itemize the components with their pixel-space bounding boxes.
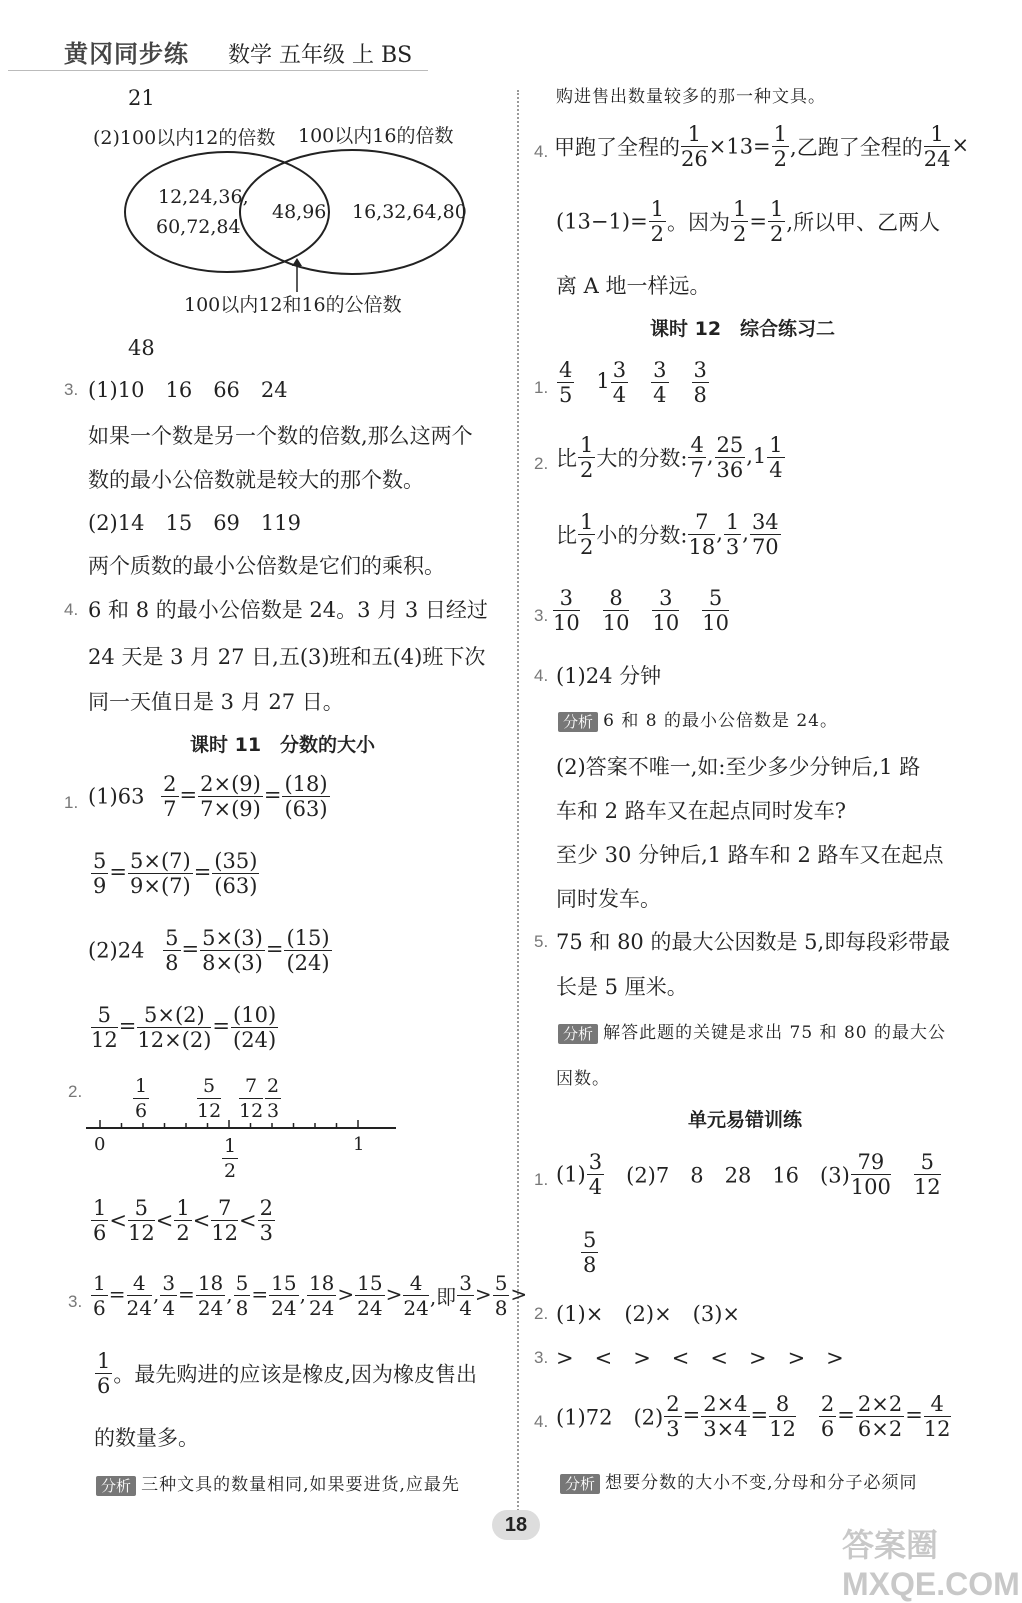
fraction: $\frac{5\times(3)}{8\times(3)}$	[202, 926, 263, 975]
fraction-list: $\frac{4}{5}$ 1 $\frac{3}{4}$ $\frac{3}{4}$ $\frac{3}{8}$	[559, 358, 707, 407]
fraction: $\frac{(15)}{(24)}$	[286, 926, 330, 975]
venn-left-line2: 60,72,84	[156, 216, 241, 238]
text-line: (2)14 15 69 119	[88, 511, 301, 535]
text-line: (1)10 16 66 24	[88, 378, 288, 402]
numberline-label-5-12: $\frac{5}{12}$	[197, 1075, 222, 1122]
lesson-12-title: 课时 12 综合练习二	[650, 318, 836, 340]
question-number: 4.	[534, 1412, 549, 1431]
analysis-note: 分析 6 和 8 的最小公倍数是 24。	[558, 706, 838, 732]
question-number: 2.	[534, 454, 549, 473]
question-number: 4.	[534, 142, 549, 161]
numberline-label-2-3: $\frac{2}{3}$	[267, 1075, 280, 1122]
fraction: $\frac{5\times(7)}{9\times(7)}$	[129, 849, 191, 898]
fraction-text-line: 甲跑了全程的 $\frac{1}{26}$ ×13= $\frac{1}{2}$ ,乙跑了全程的 $\frac{1}{24}$ ×	[554, 122, 970, 171]
text-line: 因数。	[556, 1069, 610, 1089]
fraction-equation: $\frac{5}{12}$ = $\frac{5\times(2)}{12\times(2)}$ = $\frac{(10)}{(24)}$	[91, 1003, 277, 1052]
numberline-label-7-12: $\frac{7}{12}$	[239, 1075, 264, 1122]
text-segment: (1)63	[88, 784, 145, 809]
analysis-note: 分析 三种文具的数量相同,如果要进货,应最先	[96, 1470, 460, 1496]
venn-intersection: 48,96	[272, 201, 327, 223]
venn-right-set: 16,32,64,80	[352, 201, 467, 223]
analysis-tag: 分析	[560, 1474, 600, 1494]
question-number: 3.	[68, 1292, 83, 1311]
fraction-order: $\frac{1}{6}$ < $\frac{5}{12}$ < $\frac{1}{2}$ < $\frac{7}{12}$ < $\frac{2}{3}$	[93, 1196, 274, 1245]
fraction: $\frac{(18)}{(63)}$	[284, 772, 328, 821]
unit-section-title: 单元易错训练	[688, 1109, 803, 1131]
fraction-with-text: $\frac{1}{6}$ 。最先购进的应该是橡皮,因为橡皮售出	[97, 1349, 478, 1398]
text-line: 购进售出数量较多的那一种文具。	[556, 87, 826, 107]
fraction-list: $\frac{3}{10}$ $\frac{8}{10}$ $\frac{3}{10}$ $\frac{5}{10}$	[553, 586, 729, 635]
question-number: 4.	[64, 600, 79, 619]
text-line: 至少 30 分钟后,1 路车和 2 路车又在起点	[556, 843, 944, 867]
text-line: 24 天是 3 月 27 日,五(3)班和五(4)班下次	[88, 645, 486, 669]
text-line: 75 和 80 的最大公因数是 5,即每段彩带最	[556, 930, 951, 954]
fraction: $\frac{5}{9}$	[93, 849, 107, 898]
analysis-note: 分析 解答此题的关键是求出 75 和 80 的最大公	[558, 1018, 946, 1044]
analysis-note: 分析 想要分数的大小不变,分母和分子必须同	[560, 1468, 918, 1494]
numberline-zero: 0	[94, 1134, 106, 1155]
header-subject: 数学 五年级 上 BS	[228, 43, 413, 68]
fraction: $\frac{5}{12}$	[91, 1003, 118, 1052]
analysis-tag: 分析	[558, 712, 598, 732]
fraction: $\frac{2}{7}$	[163, 772, 177, 821]
question-number: 2.	[68, 1082, 83, 1101]
question-number: 3.	[534, 1348, 549, 1367]
fraction: $\frac{5}{8}$	[583, 1228, 597, 1277]
text-line: (1)24 分钟	[556, 664, 662, 688]
fraction-text-line: 比 $\frac{1}{2}$ 大的分数: $\frac{4}{7}$ , $\frac{25}{36}$ ,1 $\frac{1}{4}$	[556, 433, 783, 482]
text-line: 的数量多。	[94, 1426, 199, 1450]
text-line: (2)答案不唯一,如:至少多少分钟后,1 路	[556, 755, 921, 779]
question-number: 1.	[534, 378, 549, 397]
text-line: (1)× (2)× (3)×	[556, 1302, 741, 1326]
question-number: 5.	[534, 932, 549, 951]
text-line: 同一天值日是 3 月 27 日。	[88, 690, 344, 714]
numberline-one: 1	[353, 1134, 365, 1155]
question-number: 2.	[534, 1304, 549, 1323]
fraction-text-line: 比 $\frac{1}{2}$ 小的分数: $\frac{7}{18}$ , $\frac{1}{3}$ , $\frac{34}{70}$	[556, 510, 779, 559]
text-line: 两个质数的最小公倍数是它们的乘积。	[88, 554, 445, 578]
watermark: 答案圈 MXQE.COM	[842, 1527, 1020, 1602]
text-line: 数的最小公倍数就是较大的那个数。	[88, 468, 424, 492]
fraction-text-line: (13−1)= $\frac{1}{2}$ 。因为 $\frac{1}{2}$ = $\frac{1}{2}$ ,所以甲、乙两人	[556, 197, 941, 246]
lesson-11-title: 课时 11 分数的大小	[190, 734, 376, 756]
header-underline	[8, 70, 428, 71]
fraction-equation: (2)24 $\frac{5}{8}$ = $\frac{5\times(3)}{8\times(3)}$ = $\frac{(15)}{(24)}$	[88, 926, 330, 975]
header-brand: 黄冈同步练	[64, 40, 189, 68]
text-line: 长是 5 厘米。	[556, 975, 688, 999]
fraction-comparison: $\frac{1}{6}$ = $\frac{4}{24}$ , $\frac{3}{4}$ = $\frac{18}{24}$ , $\frac{5}{8}$ = $\frac{15}{24}$ , $\frac{18}{24}$ > $\frac{15}{24}$ > $\frac{4}{24}$ ,即 $\frac{3}{4}$ > $\frac{5}{8}$ >	[93, 1271, 528, 1320]
question-number: 3.	[534, 606, 549, 625]
fraction: $\frac{5\times(2)}{12\times(2)}$	[137, 1003, 212, 1052]
text-line: 离 A 地一样远。	[556, 274, 711, 298]
fraction: $\frac{(35)}{(63)}$	[214, 849, 258, 898]
venn-pointer-head	[292, 258, 302, 266]
fraction-equation: $\frac{5}{9}$ = $\frac{5\times(7)}{9\times(7)}$ = $\frac{(35)}{(63)}$	[93, 849, 258, 898]
analysis-tag: 分析	[96, 1476, 136, 1496]
venn-bottom-label: 100以内12和16的公倍数	[184, 294, 402, 316]
venn-label-left: (2)100以内12的倍数	[93, 127, 276, 149]
analysis-tag: 分析	[558, 1024, 598, 1044]
text-line: 6 和 8 的最小公倍数是 24。3 月 3 日经过	[88, 598, 488, 622]
venn-label-right: 100以内16的倍数	[298, 125, 454, 147]
fraction-text-line: (1)72 (2) $\frac{2}{3}$ = $\frac{2\times 4}{3\times 4}$ = $\frac{8}{12}$ $\frac{2}{6}$ = $\frac{2\times 2}{6\times 2}$ = $\frac{4}{12}$	[556, 1392, 951, 1441]
fraction: $\frac{5}{8}$	[165, 926, 179, 975]
question-number: 3.	[64, 380, 79, 399]
question-number: 1.	[534, 1170, 549, 1189]
text-line: 如果一个数是另一个数的倍数,那么这两个	[88, 424, 473, 448]
text-line: 同时发车。	[556, 887, 661, 911]
text-line: 车和 2 路车又在起点同时发车?	[556, 799, 846, 823]
text-line: > < > < < > > >	[556, 1346, 844, 1370]
answer-21: 21	[128, 86, 155, 110]
question-number: 1.	[64, 793, 79, 812]
answer-48: 48	[128, 336, 155, 360]
venn-left-line1: 12,24,36,	[158, 186, 249, 208]
fraction: $\frac{(10)}{(24)}$	[233, 1003, 277, 1052]
fraction-text-line: (1) $\frac{3}{4}$ (2)7 8 28 16 (3) $\frac{79}{100}$ $\frac{5}{12}$	[556, 1150, 941, 1199]
text-segment: (2)24	[88, 938, 145, 963]
fraction-equation: (1)63 $\frac{2}{7}$ = $\frac{2\times(9)}{7\times(9)}$ = $\frac{(18)}{(63)}$	[88, 772, 328, 821]
numberline-label-1-6: $\frac{1}{6}$	[135, 1075, 148, 1122]
page-number: 18	[492, 1510, 540, 1540]
numberline-label-1-2: $\frac{1}{2}$	[224, 1135, 237, 1182]
question-number: 4.	[534, 666, 549, 685]
fraction: $\frac{2\times(9)}{7\times(9)}$	[200, 772, 261, 821]
